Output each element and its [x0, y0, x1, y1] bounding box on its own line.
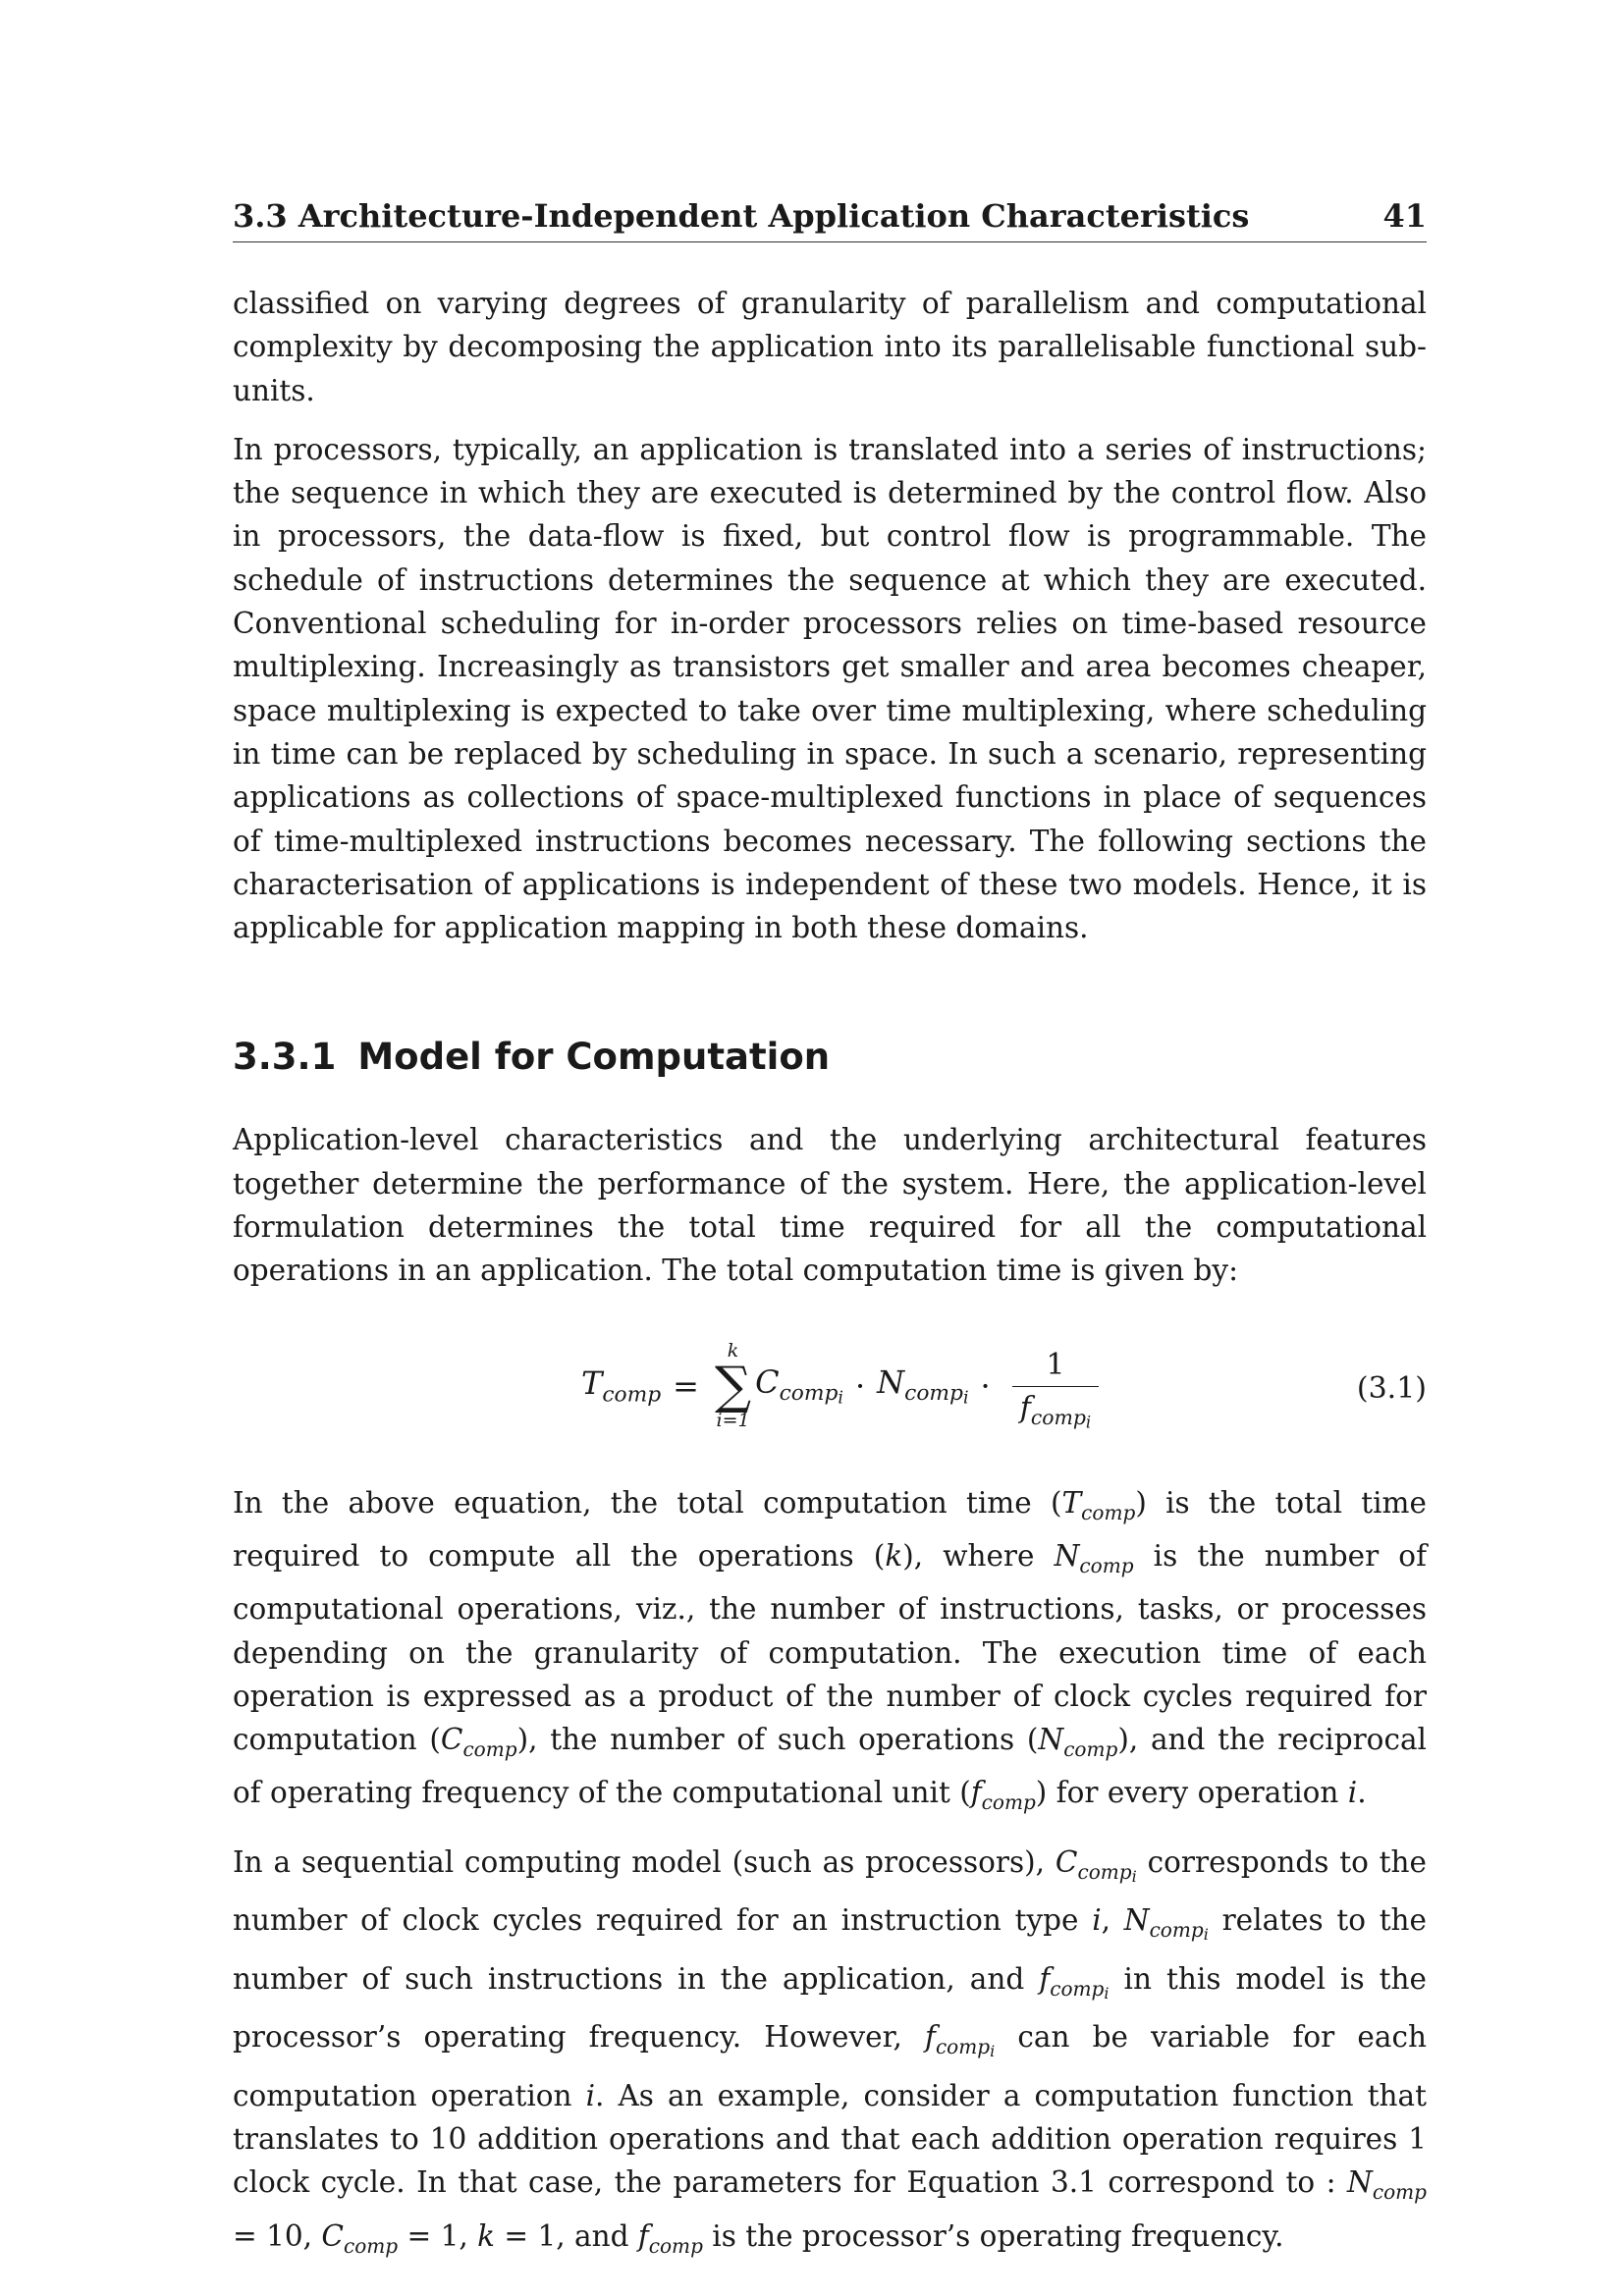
- fraction-numerator: 1: [1046, 1347, 1065, 1382]
- eq-term-n: $N_{compi}$: [877, 1362, 969, 1409]
- section-title: Model for Computation: [357, 1036, 831, 1079]
- equation-3-1: [581, 1322, 1099, 1450]
- paragraph-equation-explanation: In the above equation, the total computation time $(T_{comp})$ is the total time required to compute all the operations (k), where $N_{comp}$ is the number of computational operations, viz., the number of instructions, tasks, or processes depending on the granularity of computation. The execution time of each operation is expressed as a product of the number of clock cycles required for computation $(C_{comp})$, the number of such operations $(N_{comp})$, and the reciprocal of operating frequency of the computational unit $(f_{comp})$ for every operation i.: [233, 1485, 1427, 1815]
- paragraph-continued: classified on varying degrees of granularity of parallelism and computational complexity by decomposing the application into its parallelisable functional sub-units.: [233, 287, 1427, 407]
- paragraph-intro: Application-level characteristics and the underlying architectural features together determine the performance of the system. Here, the application-level formulation determines the total time required for all the computational operations in an application. The total computation time is given by:: [233, 1123, 1427, 1288]
- equation-number: (3.1): [1356, 1370, 1427, 1406]
- eq-term-c: $C_{compi}$: [755, 1362, 843, 1409]
- eq-fraction: [1012, 1348, 1099, 1431]
- running-header: [233, 196, 1427, 242]
- section-heading: [233, 1036, 1427, 1079]
- eq-equals: =: [673, 1366, 699, 1405]
- sum-lower-limit: i=1: [716, 1409, 750, 1431]
- running-header-title: 3.3 Architecture-Independent Application Characteristics: [233, 197, 1250, 235]
- fraction-denominator: $f_{compi}$: [1012, 1386, 1099, 1431]
- equation-block: [233, 1314, 1427, 1462]
- section-number: 3.3.1: [233, 1036, 337, 1079]
- page-number: 41: [1382, 197, 1427, 235]
- sum-upper-limit: k: [727, 1339, 739, 1362]
- eq-dot-2: ·: [980, 1366, 991, 1405]
- page: [233, 196, 1427, 2268]
- eq-summation: [714, 1339, 752, 1431]
- paragraph-processors: In processors, typically, an application is translated into a series of instructions; the sequence in which they are executed is determined by the control flow. Also in processors, the data-flow is fixed, but control flow is programmable. The schedule of instructions determines the sequence at which they are executed. Conventional scheduling for in-order processors relies on time-based resource multiplexing. Increasingly as transistors get smaller and area becomes cheaper, space multiplexing is expected to take over time multiplexing, where scheduling in time can be replaced by scheduling in space. In such a scenario, representing applications as collections of space-multiplexed functions in place of sequences of time-multiplexed instructions becomes necessary. The following sections the characterisation of applications is independent of these two models. Hence, it is applicable for application mapping in both these domains.: [233, 432, 1427, 945]
- eq-dot-1: ·: [854, 1366, 866, 1405]
- paragraph-sequential-model: In a sequential computing model (such as processors), $C_{compi}$ corresponds to the number of clock cycles required for an instruction type i, $N_{compi}$ relates to the number of such instructions in the application, and $f_{compi}$ in this model is the processor’s operating frequency. However, $f_{compi}$ can be variable for each computation operation i. As an example, consider a computation function that translates to 10 addition operations and that each addition operation requires 1 clock cycle. In that case, the parameters for Equation 3.1 correspond to : $N_{comp} = 10$, $C_{comp} = 1$, k = 1, and $f_{comp}$ is the processor’s operating frequency.: [233, 1844, 1428, 2258]
- eq-lhs: $T_{comp}$: [581, 1363, 662, 1408]
- sum-symbol: ∑: [714, 1356, 752, 1415]
